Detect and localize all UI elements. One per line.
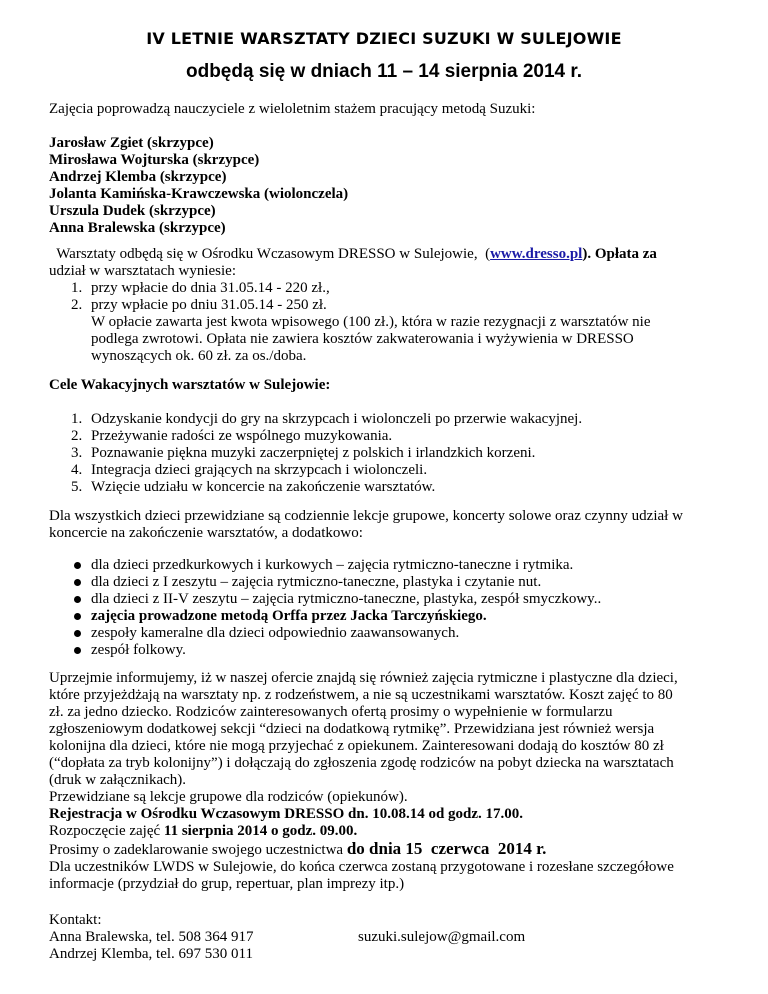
deadline-line xyxy=(49,840,729,859)
fee-text: przy wpłacie po dniu 31.05.14 - 250 zł. xyxy=(91,297,327,313)
fee-number: 2. xyxy=(71,297,83,313)
teacher-item: Andrzej Klemba (skrzypce) xyxy=(49,169,227,185)
fee-text: przy wpłacie do dnia 31.05.14 - 220 zł., xyxy=(91,280,330,296)
venue-text: Warsztaty odbędą się w Ośrodku Wczasowym DRESSO w Sulejowie, ( xyxy=(49,246,491,262)
document-subtitle: odbędą się w dniach 11 – 14 sierpnia 2014 r. xyxy=(185,61,583,82)
closing-line: Dla uczestników LWDS w Sulejowie, do końca czerwca zostaną przygotowane i rozesłane szczegółowe xyxy=(49,859,674,875)
program-item xyxy=(49,642,729,659)
contact-email[interactable]: suzuki.sulejow@gmail.com xyxy=(358,929,526,945)
program-intro-line: koncercie na zakończenie warsztatów, a dodatkowo: xyxy=(49,525,363,541)
teacher-item: Mirosława Wojturska (skrzypce) xyxy=(49,152,260,168)
bullet-icon xyxy=(74,613,81,620)
goal-text: Przeżywanie radości ze wspólnego muzykowania. xyxy=(91,428,393,444)
teacher-item: Jolanta Kamińska-Krawczewska (wiolonczela) xyxy=(49,186,349,202)
goal-number: 1. xyxy=(71,411,83,427)
info-line: (“dopłata za tryb kolonijny”) i dołączają do zgłoszenia zgodę rodziców na pobyt dziecka na warsztatach xyxy=(49,755,674,771)
contact-heading: Kontakt: xyxy=(49,912,102,928)
info-line: które przyjeżdżają na warsztaty np. z rodzeństwem, a nie są uczestnikami warsztatów. Koszt zajęć to 80 xyxy=(49,687,673,703)
document-title: IV LETNIE WARSZTATY DZIECI SUZUKI W SULEJOWIE xyxy=(146,29,622,48)
venue-section xyxy=(49,246,729,365)
goal-item xyxy=(49,445,729,462)
goal-text: Integracja dzieci grających na skrzypcach i wiolonczeli. xyxy=(91,462,428,478)
bullet-icon xyxy=(74,579,81,586)
teacher-list xyxy=(49,135,729,237)
intro-paragraph: Zajęcia poprowadzą nauczyciele z wieloletnim stażem pracujący metodą Suzuki: xyxy=(49,101,536,117)
program-item xyxy=(49,557,729,574)
contact-person: Anna Bralewska, tel. 508 364 917 xyxy=(49,929,254,945)
bullet-icon xyxy=(74,630,81,637)
info-line: zł. za jedno dziecko. Rodziców zainteresowanych ofertą prosimy o wypełnienie w formularzu xyxy=(49,704,613,720)
goal-number: 2. xyxy=(71,428,83,444)
goals-heading: Cele Wakacyjnych warsztatów w Sulejowie: xyxy=(49,377,331,393)
info-paragraph xyxy=(49,670,729,893)
program-text: dla dzieci z I zeszytu – zajęcia rytmiczno-taneczne, plastyka i czytanie nut. xyxy=(91,574,542,590)
teacher-item: Jarosław Zgiet (skrzypce) xyxy=(49,135,214,151)
fee-note-line: podlega zwrotowi. Opłata nie zawiera kosztów zakwaterowania i wyżywienia w DRESSO xyxy=(91,331,634,347)
deadline-text: Prosimy o zadeklarowanie swojego uczestnictwa xyxy=(49,842,347,858)
info-line: zgłoszeniowym dodatkowej sekcji “dzieci na dodatkową rytmikę”. Przewidziana jest również wersja xyxy=(49,721,655,737)
program-intro-line: Dla wszystkich dzieci przewidziane są codziennie lekcje grupowe, koncerty solowe oraz czynny udział w xyxy=(49,508,683,524)
info-line: kolonijna dla dzieci, które nie mogą przyjechać z opiekunem. Zainteresowani dodają do kosztów 80 zł xyxy=(49,738,664,754)
goal-text: Wzięcie udziału w koncercie na zakończenie warsztatów. xyxy=(91,479,436,495)
fee-intro: udział w warsztatach wyniesie: xyxy=(49,263,237,279)
dresso-link[interactable]: www.dresso.pl xyxy=(490,246,583,262)
fee-item xyxy=(49,297,729,314)
closing-line: informacje (przydział do grup, repertuar, plan imprezy itp.) xyxy=(49,876,405,892)
deadline-date: do dnia 15 czerwca 2014 r. xyxy=(346,839,547,858)
goal-number: 3. xyxy=(71,445,83,461)
program-text: dla dzieci przedkurkowych i kurkowych – zajęcia rytmiczno-taneczne i rytmika. xyxy=(91,557,574,573)
program-item xyxy=(49,625,729,642)
fee-note-line: W opłacie zawarta jest kwota wpisowego (100 zł.), która w razie rezygnacji z warsztatów nie xyxy=(91,314,651,330)
registration-line: Rejestracja w Ośrodku Wczasowym DRESSO dn. 10.08.14 od godz. 17.00. xyxy=(49,806,524,822)
goal-text: Poznawanie piękna muzyki zaczerpniętej z polskich i irlandzkich korzeni. xyxy=(91,445,536,461)
goal-item xyxy=(49,479,729,496)
bullet-icon xyxy=(74,562,81,569)
program-list xyxy=(49,557,729,659)
goal-text: Odzyskanie kondycji do gry na skrzypcach i wiolonczeli po przerwie wakacyjnej. xyxy=(91,411,583,427)
venue-line xyxy=(49,246,729,263)
program-item xyxy=(49,591,729,608)
fee-note-line: wynoszących ok. 60 zł. za os./doba. xyxy=(91,348,307,364)
goal-item xyxy=(49,411,729,428)
program-item xyxy=(49,574,729,591)
program-intro xyxy=(49,508,729,542)
goal-number: 5. xyxy=(71,479,83,495)
bullet-icon xyxy=(74,596,81,603)
goal-item xyxy=(49,428,729,445)
goal-item xyxy=(49,462,729,479)
fee-number: 1. xyxy=(71,280,83,296)
start-line xyxy=(49,823,729,840)
fee-item xyxy=(49,280,729,297)
fee-note xyxy=(49,314,729,365)
teacher-item: Urszula Dudek (skrzypce) xyxy=(49,203,216,219)
goal-number: 4. xyxy=(71,462,83,478)
goals-list xyxy=(49,411,729,496)
info-line: (druk w załącznikach). xyxy=(49,772,187,788)
start-date: 11 sierpnia 2014 o godz. 09.00. xyxy=(163,823,358,839)
info-line: Przewidziane są lekcje grupowe dla rodziców (opiekunów). xyxy=(49,789,408,805)
info-line: Uprzejmie informujemy, iż w naszej ofercie znajdą się również zajęcia rytmiczne i plastyczne dla dzieci, xyxy=(49,670,678,686)
program-text: zajęcia prowadzone metodą Orffa przez Jacka Tarczyńskiego. xyxy=(91,608,487,624)
program-text: dla dzieci z II-V zeszytu – zajęcia rytmiczno-taneczne, plastyka, zespół smyczkowy.. xyxy=(91,591,602,607)
program-item xyxy=(49,608,729,625)
bullet-icon xyxy=(74,647,81,654)
start-text: Rozpoczęcie zajęć xyxy=(49,823,164,839)
program-text: zespoły kameralne dla dzieci odpowiednio zaawansowanych. xyxy=(91,625,460,641)
venue-text-after: ). Opłata za xyxy=(582,246,657,262)
program-text: zespół folkowy. xyxy=(91,642,186,658)
contact-person: Andrzej Klemba, tel. 697 530 011 xyxy=(49,946,253,962)
teacher-item: Anna Bralewska (skrzypce) xyxy=(49,220,226,236)
